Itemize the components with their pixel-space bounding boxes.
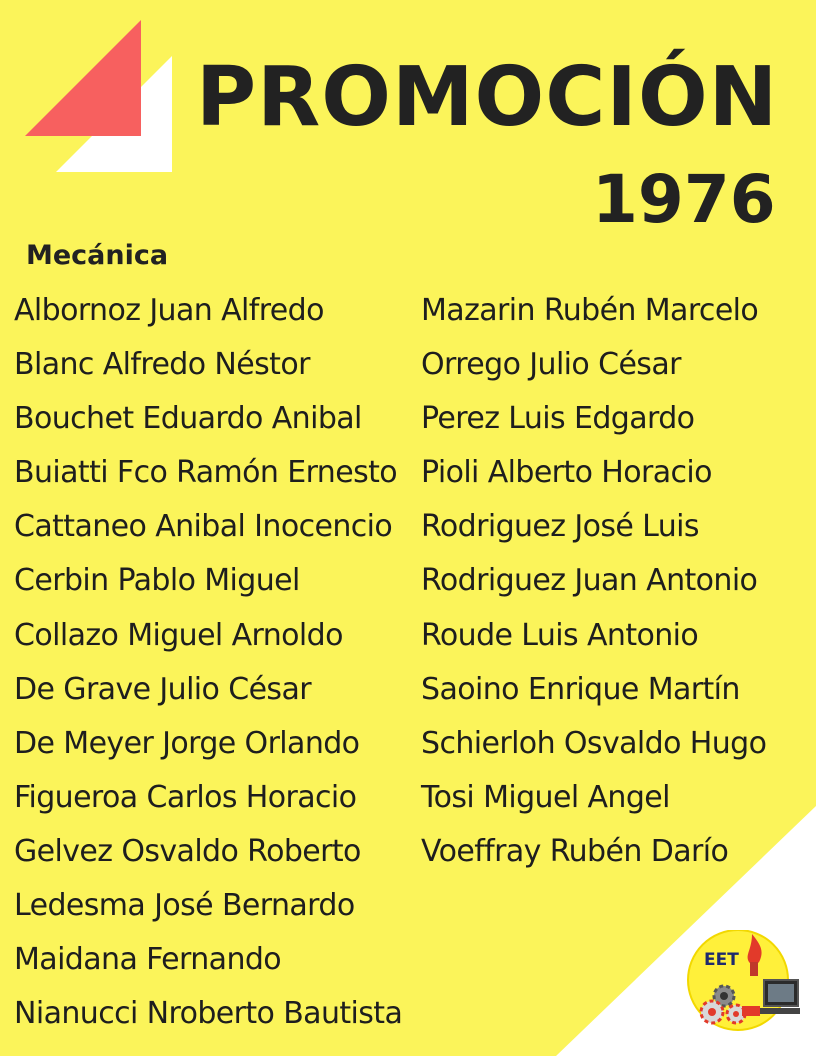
graduate-name: Perez Luis Edgardo [421,401,695,437]
graduate-name: Saoino Enrique Martín [421,671,740,707]
graduate-name: Maidana Fernando [14,942,282,978]
graduate-name: De Meyer Jorge Orlando [14,725,360,761]
graduate-name: Pioli Alberto Horacio [421,455,712,491]
graduate-name: Schierloh Osvaldo Hugo [421,725,767,761]
promotion-year: 1976 [592,161,776,238]
section-label: Mecánica [26,240,169,271]
graduate-name: De Grave Julio César [14,671,311,707]
graduate-name: Rodriguez Juan Antonio [421,563,758,599]
names-list-right [421,284,766,879]
school-emblem-icon [680,930,800,1040]
graduate-name: Collazo Miguel Arnoldo [14,617,343,653]
graduate-name: Gelvez Osvaldo Roberto [14,833,361,869]
graduate-name: Mazarin Rubén Marcelo [421,293,759,328]
graduate-name: Roude Luis Antonio [421,617,699,653]
graduate-name: Orrego Julio César [421,347,681,383]
logo-text: EET [704,950,739,970]
graduate-name: Tosi Miguel Angel [421,779,670,815]
graduate-name: Figueroa Carlos Horacio [14,779,357,815]
graduate-name: Voeffray Rubén Darío [421,833,729,869]
graduate-name: Cerbin Pablo Miguel [14,563,300,599]
graduate-name: Buiatti Fco Ramón Ernesto [14,455,398,491]
graduate-name: Cattaneo Anibal Inocencio [14,509,393,545]
graduate-name: Bouchet Eduardo Anibal [14,401,362,437]
graduate-name: Albornoz Juan Alfredo [14,293,324,328]
graduate-name: Nianucci Nroberto Bautista [14,996,403,1032]
names-list-left [14,284,402,1041]
graduate-name: Rodriguez José Luis [421,509,699,545]
page-title: PROMOCIÓN [196,50,779,145]
graduate-name: Ledesma José Bernardo [14,888,355,924]
graduate-name: Blanc Alfredo Néstor [14,347,310,383]
